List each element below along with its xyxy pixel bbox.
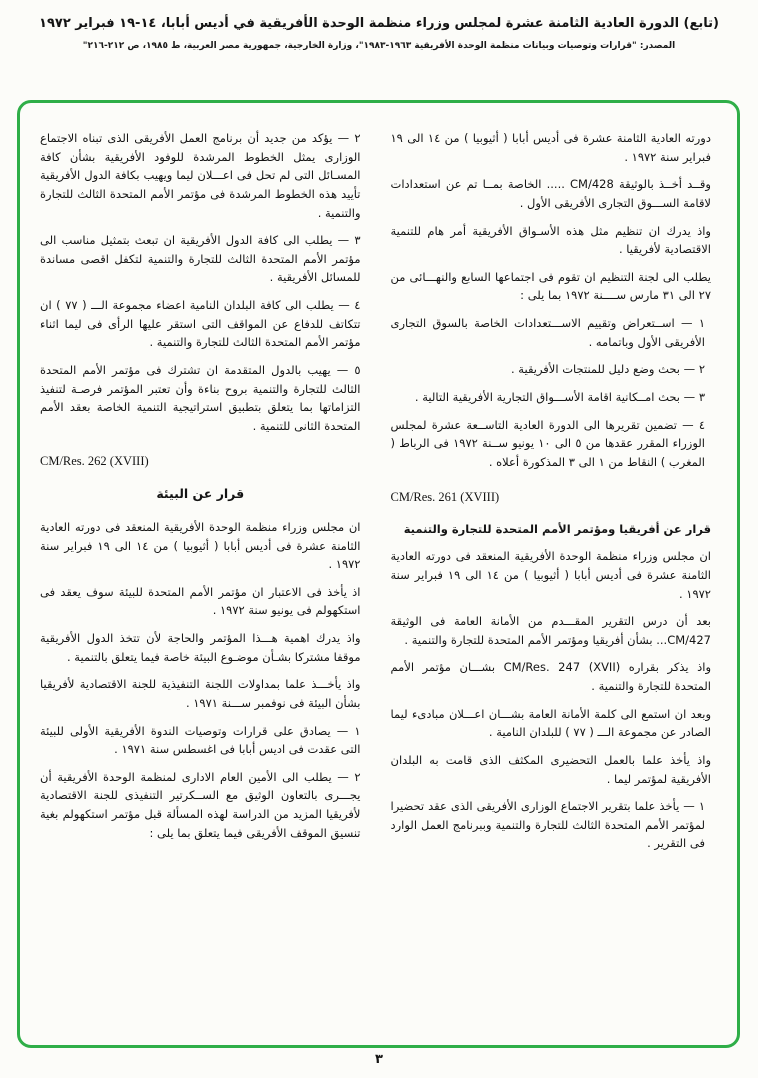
paragraph: ان مجلس وزراء منظمة الوحدة الأفريقية المنعقد فى دورته العادية الثامنة عشرة فى أديس أبابا ( أثيوبيا ) من ١٤ الى ١٩ فبراير سنة ١٩٧٢ . bbox=[390, 549, 711, 601]
paragraph: ١ — يأخذ علما بتقرير الاجتماع الوزارى الأفريقى الذى عقد تحضيرا لمؤتمر الأمم المتحدة الثالث للتجارة والتنمية وببرنامج العمل الوارد فى التقرير . bbox=[390, 799, 705, 851]
paragraph: ٣ — يطلب الى كافة الدول الأفريقية ان تبعث بتمثيل مناسب الى مؤتمر الأمم المتحدة الثالث للتجارة والتنمية لتكفل اقصى مساندة للمسائل الأفريقية . bbox=[40, 233, 361, 285]
paragraph: ٥ — يهيب بالدول المتقدمة ان تشترك فى مؤتمر الأمم المتحدة الثالث للتجارة والتنمية بروح بناءة وأن تعتبر المؤتمر فرصـة لتنفيذ التزاماتها بما يتعلق بتطبيق استراتيجية التنمية الخاصة بعقد الأمم المتحدة الثانى للتنمية . bbox=[40, 362, 361, 433]
paragraph: واذ يأخذ علما بالعمل التحضيرى المكثف الذى قامت به البلدان الأفريقية لمؤتمر ليما . bbox=[390, 752, 711, 786]
paragraph: واذ يدرك اهمية هـــذا المؤتمر والحاجة لأن تتخذ الدول الأفريقية موقفا مشتركا بشـأن موضـوع البيئة خاصة فيما يتعلق بالتنمية . bbox=[40, 631, 361, 664]
paragraph: ١ — يصادق على قرارات وتوصيات الندوة الأفريقية الأولى للبيئة التى عقدت فى اديس أبابا فى اغسطس سنة ١٩٧١ . bbox=[40, 723, 361, 757]
document-title: (تابع) الدورة العادية الثامنة عشرة لمجلس وزراء منظمة الوحدة الأفريقية في أديس أبابا، ١٤-١٩ فبراير ١٩٧٢ bbox=[39, 16, 719, 31]
paragraph: ان مجلس وزراء منظمة الوحدة الأفريقية المنعقد فى دورته العادية الثامنة عشرة فى أديس أبابا ( أثيوبيا ) من ١٤ الى ١٩ فبراير سنة ١٩٧٢ . bbox=[40, 519, 361, 572]
resolution-title: قرار عن البيئة bbox=[156, 485, 245, 501]
paragraph: ٤ — يطلب الى كافة البلدان النامية اعضاء مجموعة الـــ ( ٧٧ ) ان تتكاتف للدفاع عن المواقف التى استقر عليها الرأى فى ليما اثناء مؤتمر الأمم المتحدة الثالث للتجارة والتنمية . bbox=[40, 298, 361, 350]
paragraph: ٣ — بحث امــكانية اقامة الأســـواق التجارية الأفريقية التالية . bbox=[414, 389, 705, 404]
paragraph: يطلب الى لجنة التنظيم ان تقوم فى اجتماعها السابع والنهـــائى من ٢٧ الى ٣١ مارس ســــنة ١٩٧٢ بما يلى : bbox=[390, 269, 711, 303]
page-number: ٣ bbox=[375, 1052, 383, 1067]
paragraph: دورته العادية الثامنة عشرة فى أديس أبابا ( أثيوبيا ) من ١٤ الى ١٩ فبراير سنة ١٩٧٢ . bbox=[390, 131, 711, 164]
paragraph: وقــد أخــذ بالوثيقة CM/428 ..... الخاصة بمــا تم عن استعدادات لاقامة الســـوق التجارى الأفريقى الأول . bbox=[390, 177, 711, 210]
paragraph: واذ يأخـــذ علما بمداولات اللجنة التنفيذية للجنة الاقتصادية لأفريقيا بشأن البيئة فى نوفمبر ســـنة ١٩٧١ . bbox=[40, 677, 361, 710]
source-line: المصدر: "قرارات وتوصيات وبيانات منظمة الوحدة الأفريقية ١٩٦٣-١٩٨٣"، وزارة الخارجية، جمهورية مصر العربية، ط ١٩٨٥، ص ٢١٢-٢١٦" bbox=[82, 41, 676, 51]
paragraph: ٤ — تضمين تقريرها الى الدورة العادية التاســعة عشرة لمجلس الوزراء المقرر عقدها من ٥ الى ١٠ يونيو ســنة ١٩٧٢ فى الرباط ( المغرب ) النقاط من ١ الى ٣ المذكورة أعلاه . bbox=[390, 417, 705, 469]
page-header bbox=[0, 16, 758, 51]
paragraph: بعد أن درس التقرير المقـــدم من الأمانة العامة فى الوثيقة CM/427... بشأن أفريقيا ومؤتمر الأمم المتحدة للتجارة والتنمية . bbox=[390, 614, 711, 647]
paragraph: ١ — اســتعراض وتقييم الاســـتعدادات الخاصة بالسوق التجارى الأفريقى الأول وباتمامه . bbox=[390, 316, 705, 349]
paragraph: اذ يأخذ فى الاعتبار ان مؤتمر الأمم المتحدة للبيئة سوف يعقد فى استكهولم فى يونيو سنة ١٩٧٢ . bbox=[40, 584, 361, 618]
column-left bbox=[40, 129, 361, 862]
two-column-layout bbox=[40, 129, 711, 862]
content-border bbox=[17, 100, 740, 1048]
paragraph: ٢ — يؤكد من جديد أن برنامج العمل الأفريقى الذى تبناه الاجتماع الوزارى يمثل الخطوط المرشدة للوفود الأفريقية بشأن كافة المسـائل التى لم تحل فى اعـــلان ليما ويهيب بكافة الدول الأفريقية تأييد هذه الخطوط المرشدة فى مؤتمر الأمم المتحدة الثالث للتجارة والتنمية . bbox=[40, 131, 361, 220]
resolution-code: CM/Res. 261 (XVIII) bbox=[390, 490, 500, 505]
paragraph: واذ يذكر بقراره CM/Res. 247 (XVII) بشـــان مؤتمر الأمم المتحدة للتجارة والتنمية . bbox=[390, 660, 711, 693]
paragraph: ٢ — يطلب الى الأمين العام الادارى لمنظمة الوحدة الأفريقية أن يجـــرى بالتعاون الوثيق مع الســكرتير التنفيذى للجنة الاقتصادية لأفريقيا المزيد من الدراسة لهذه المسألة قبل مؤتمر استكهولم بغية تنسيق الموقف الأفريقى فيما يتعلق بما يلى : bbox=[40, 769, 361, 840]
resolution-code: CM/Res. 262 (XVIII) bbox=[40, 454, 149, 469]
paragraph: وبعد ان استمع الى كلمة الأمانة العامة بشـــان اعـــلان مبادىء ليما الصادر عن مجموعة الـــ ( ٧٧ ) للبلدان النامية . bbox=[390, 706, 711, 740]
resolution-title: قرار عن أفريقيا ومؤتمر الأمم المتحدة للتجارة والتنمية bbox=[403, 521, 711, 536]
column-right bbox=[391, 129, 712, 862]
paragraph: واذ يدرك ان تنظيم مثل هذه الأسـواق الأفريقية أمر هام للتنمية الاقتصادية لأفريقيا . bbox=[390, 223, 711, 257]
paragraph: ٢ — بحث وضع دليل للمنتجات الأفريقية . bbox=[511, 362, 705, 377]
